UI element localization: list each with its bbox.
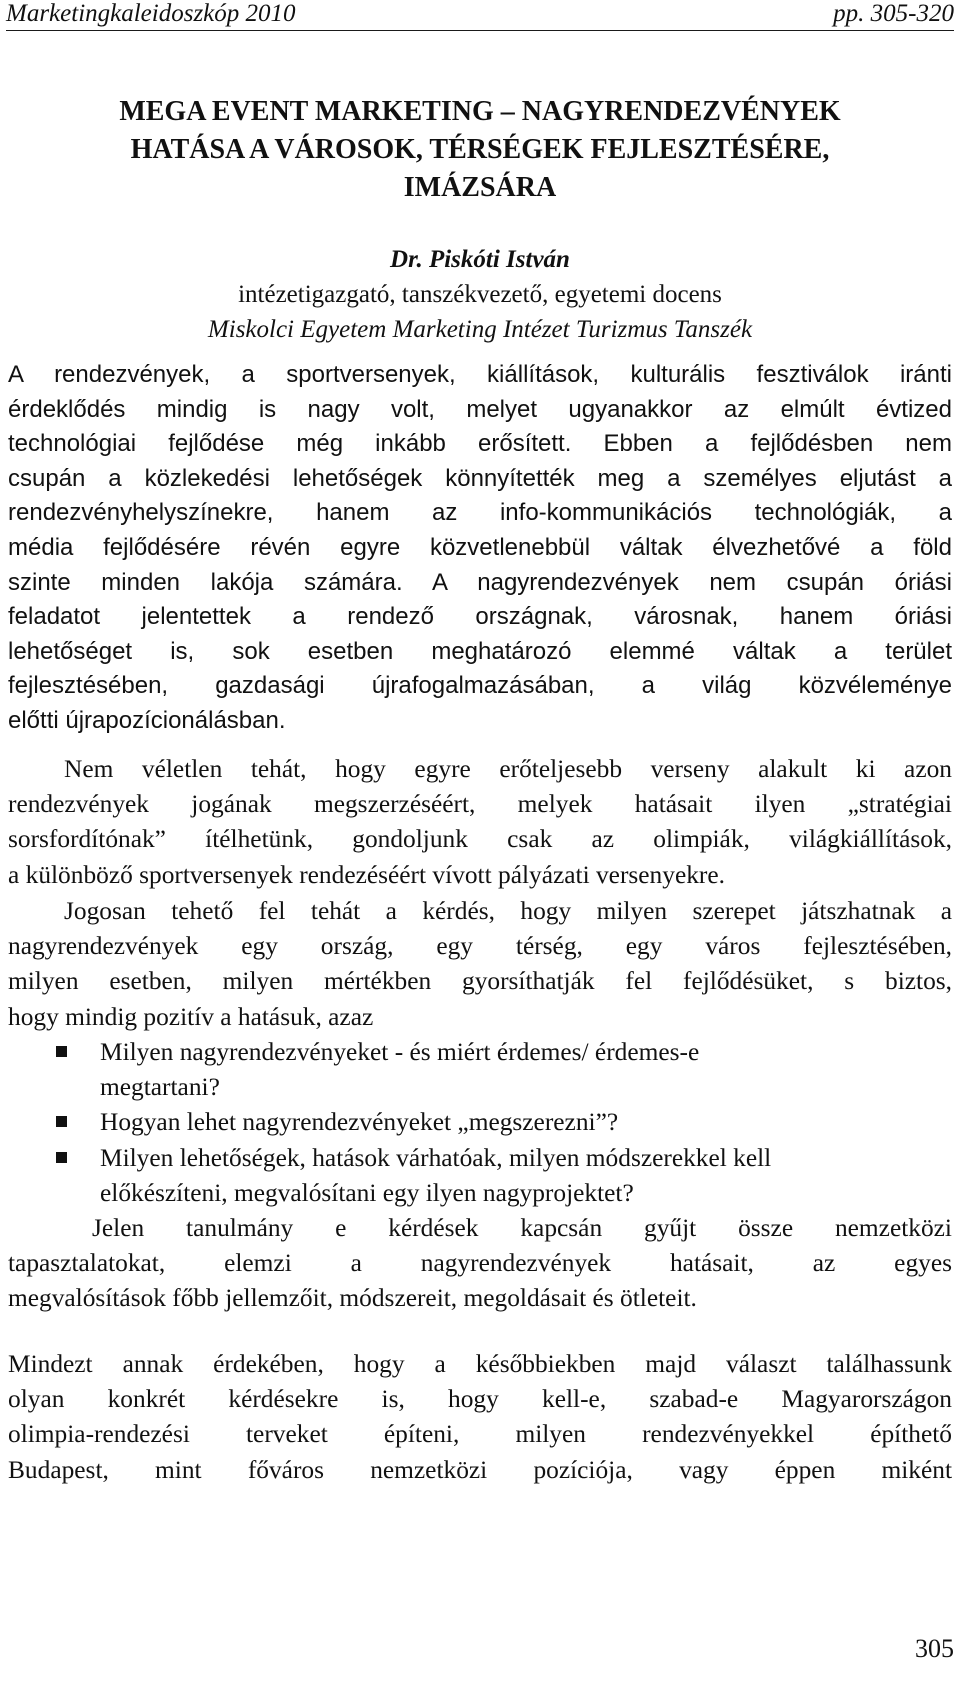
paragraph-line: nagyrendezvények egy ország, egy térség, egy város fejlesztésében, <box>8 932 952 961</box>
abstract-line: A rendezvények, a sportversenyek, kiállítások, kulturális fesztiválok iránti <box>8 361 952 388</box>
author-affiliation: Miskolci Egyetem Marketing Intézet Turizmus Tanszék <box>207 316 753 343</box>
list-item-line: Milyen nagyrendezvényeket - és miért érdemes/ érdemes-e <box>100 1038 700 1066</box>
paragraph-line: Nem véletlen tehát, hogy egyre erőteljesebb verseny alakult ki azon <box>64 755 952 783</box>
paragraph-line: megvalósítások főbb jellemzőit, módszereit, megoldásait és ötleteit. <box>8 1284 697 1313</box>
author-block <box>0 242 960 347</box>
list-item-line: megtartani? <box>100 1073 220 1102</box>
list-item <box>8 1105 952 1140</box>
list-item-line: Milyen lehetőségek, hatások várhatóak, milyen módszerekkel kell <box>100 1143 772 1172</box>
abstract-line: rendezvényhelyszínekre, hanem az info-kommunikációs technológiák, a <box>8 499 952 527</box>
paragraph-line: a különböző sportversenyek rendezéséért vívott pályázati versenyekre. <box>8 860 725 889</box>
paragraph-4 <box>8 1347 952 1488</box>
title-line: HATÁSA A VÁROSOK, TÉRSÉGEK FEJLESZTÉSÉRE, <box>130 134 830 165</box>
paragraph-line: sorsfordítónak” ítélhetünk, gondoljunk csak az olimpiák, világkiállítások, <box>8 825 952 854</box>
title-line: IMÁZSÁRA <box>403 172 557 203</box>
paragraph-2 <box>8 894 952 1035</box>
question-list <box>8 1035 952 1211</box>
page-range: pp. 305-320 <box>833 0 954 27</box>
paragraph-line: rendezvények jogának megszerzéséért, melyek hatásait ilyen „stratégiai <box>8 790 952 819</box>
abstract-line: csupán a közlekedési lehetőségek könnyítették meg a személyes eljutást a <box>8 464 952 492</box>
list-item <box>8 1141 952 1211</box>
paragraph-3 <box>8 1211 952 1317</box>
abstract-line: fejlesztésében, gazdasági újrafogalmazásában, a világ közvéleménye <box>8 672 952 700</box>
paragraph-1 <box>8 752 952 893</box>
author-name: Dr. Piskóti István <box>390 246 570 273</box>
bullet-square-icon <box>56 1116 67 1127</box>
abstract <box>8 358 952 739</box>
bullet-square-icon <box>56 1152 67 1163</box>
paper-title <box>0 93 960 207</box>
abstract-line: lehetőséget is, sok esetben meghatározó elemmé váltak a terület <box>8 637 952 665</box>
bullet-square-icon <box>56 1046 67 1057</box>
list-item-line: Hogyan lehet nagyrendezvényeket „megszerezni”? <box>100 1108 619 1137</box>
journal-name: Marketingkaleidoszkóp 2010 <box>6 0 296 27</box>
title-line: MEGA EVENT MARKETING – NAGYRENDEZVÉNYEK <box>119 96 841 127</box>
abstract-line: érdeklődés mindig is nagy volt, melyet ugyanakkor az elmúlt évtized <box>8 395 952 423</box>
abstract-line: feladatot jelentettek a rendező országnak, városnak, hanem óriási <box>8 603 952 631</box>
paragraph-line: Mindezt annak érdekében, hogy a későbbiekben majd választ találhassunk <box>8 1350 952 1378</box>
abstract-line: technológiai fejlődése még inkább erősített. Ebben a fejlődésben nem <box>8 430 952 458</box>
running-header <box>6 0 954 31</box>
paragraph-line: milyen esetben, milyen mértékben gyorsíthatják fel fejlődésüket, s biztos, <box>8 967 952 996</box>
abstract-line: szinte minden lakója számára. A nagyrendezvények nem csupán óriási <box>8 568 952 596</box>
paragraph-line: Budapest, mint főváros nemzetközi pozíciója, vagy éppen miként <box>8 1455 952 1484</box>
abstract-line: média fejlődésére révén egyre közvetlenebbül váltak élvezhetővé a föld <box>8 533 952 561</box>
paragraph-line: Jogosan tehető fel tehát a kérdés, hogy milyen szerepet játszhatnak a <box>64 897 952 925</box>
list-item-line: előkészíteni, megvalósítani egy ilyen nagyprojektet? <box>100 1178 634 1207</box>
list-item <box>8 1035 952 1105</box>
paragraph-line: tapasztalatokat, elemzi a nagyrendezvények hatásait, az egyes <box>8 1249 952 1278</box>
page-number: 305 <box>915 1634 954 1663</box>
paragraph-line: Jelen tanulmány e kérdések kapcsán gyűjt össze nemzetközi <box>92 1214 952 1242</box>
abstract-line: előtti újrapozícionálásban. <box>8 706 286 734</box>
paragraph-line: hogy mindig pozitív a hatásuk, azaz <box>8 1002 374 1031</box>
paragraph-line: olyan konkrét kérdésekre is, hogy kell-e, szabad-e Magyarországon <box>8 1385 952 1414</box>
paragraph-line: olimpia-rendezési terveket építeni, milyen rendezvényekkel építhető <box>8 1420 952 1449</box>
author-position: intézetigazgató, tanszékvezető, egyetemi docens <box>238 281 722 308</box>
